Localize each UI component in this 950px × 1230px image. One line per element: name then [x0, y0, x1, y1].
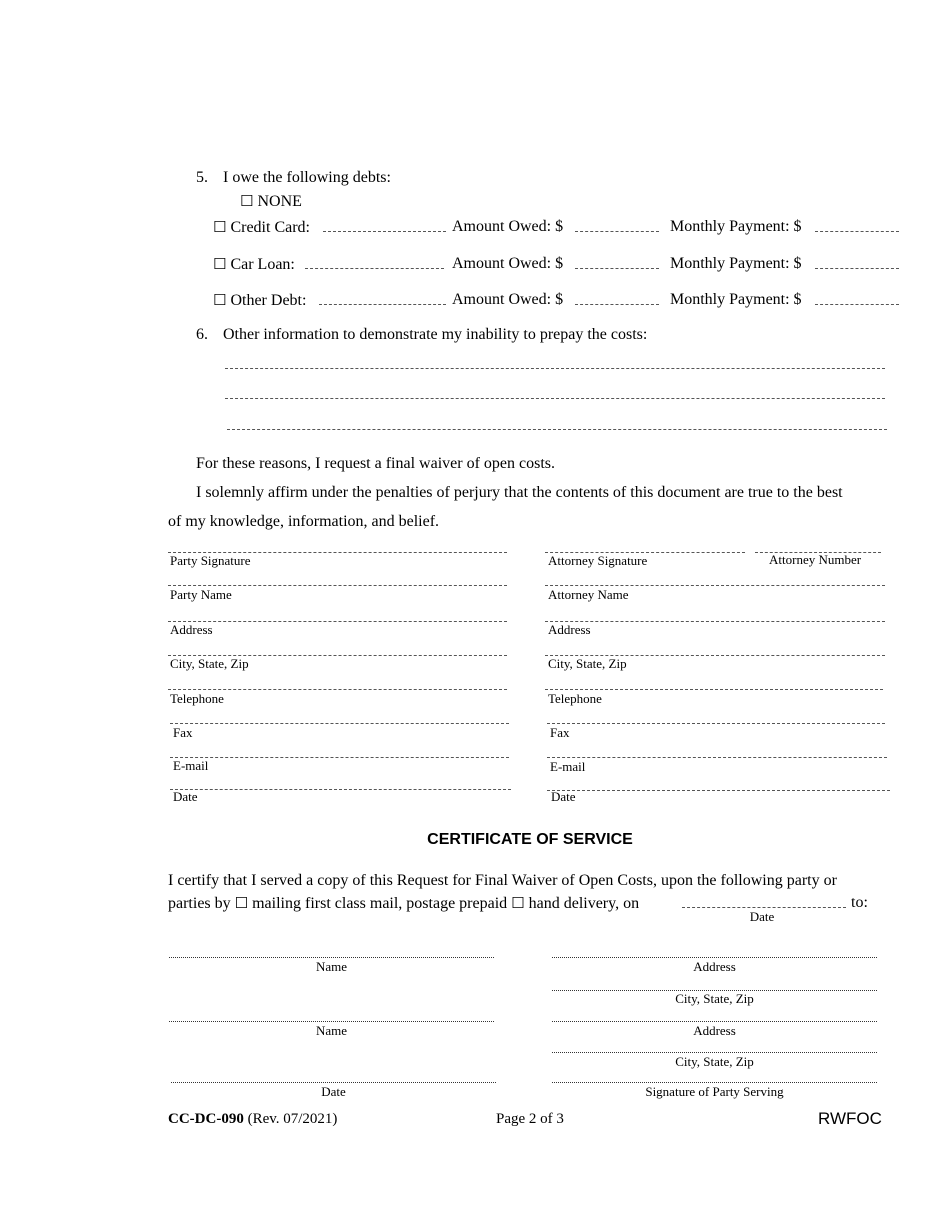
- car-loan-checkbox[interactable]: ☐: [213, 255, 227, 273]
- served-name-label-2: Name: [315, 1023, 348, 1038]
- attorney-fax-label: Fax: [550, 725, 570, 740]
- party-address-label: Address: [170, 622, 213, 637]
- party-name-line[interactable]: [168, 585, 507, 586]
- other-info-line-1[interactable]: [225, 368, 885, 369]
- footer-form-id: [168, 1111, 337, 1128]
- attorney-telephone-line[interactable]: [545, 689, 883, 690]
- served-date-line[interactable]: [171, 1082, 496, 1083]
- debt-row-other-debt: [213, 291, 306, 310]
- party-name-label: Party Name: [170, 587, 232, 602]
- attorney-fax-line[interactable]: [547, 723, 885, 724]
- car-loan-payment-field[interactable]: [815, 268, 899, 269]
- party-date-label: Date: [173, 789, 198, 804]
- service-date-field[interactable]: [682, 907, 846, 908]
- none-label: NONE: [257, 193, 302, 210]
- certificate-line-2: [168, 894, 639, 913]
- served-address-label-1: Address: [693, 959, 736, 974]
- service-date-label: Date: [749, 909, 775, 924]
- other-debt-checkbox[interactable]: ☐: [213, 291, 227, 309]
- other-debt-label: Other Debt:: [230, 292, 307, 309]
- served-name-label-1: Name: [315, 959, 348, 974]
- mail-option-label: mailing first class mail, postage prepaid: [252, 895, 508, 912]
- other-debt-amount-label: Amount Owed: $: [452, 291, 564, 308]
- item6-number: 6.: [196, 326, 208, 343]
- car-loan-field[interactable]: [305, 268, 444, 269]
- attorney-address-label: Address: [548, 622, 591, 637]
- served-date-label: Date: [321, 1084, 346, 1099]
- footer-form-code: CC-DC-090: [168, 1111, 244, 1127]
- served-city-label-2: City, State, Zip: [675, 1054, 754, 1069]
- footer-page-number: Page 2 of 3: [496, 1111, 564, 1127]
- party-telephone-line[interactable]: [168, 689, 507, 690]
- party-serving-signature-label: Signature of Party Serving: [645, 1084, 784, 1099]
- attorney-signature-label: Attorney Signature: [548, 553, 648, 568]
- certificate-to: to:: [851, 894, 868, 911]
- hand-delivery-label: hand delivery, on: [528, 895, 640, 912]
- credit-card-field[interactable]: [323, 231, 446, 232]
- affirm-line-2: of my knowledge, information, and belief.: [168, 513, 440, 530]
- party-fax-label: Fax: [173, 725, 193, 740]
- attorney-email-label: E-mail: [550, 759, 586, 774]
- served-address-label-2: Address: [693, 1023, 736, 1038]
- credit-card-amount-label: Amount Owed: $: [452, 218, 564, 235]
- attorney-email-line[interactable]: [547, 757, 887, 758]
- debt-row-credit-card: [213, 218, 310, 237]
- other-debt-amount-field[interactable]: [575, 304, 659, 305]
- debt-row-car-loan: [213, 255, 295, 274]
- item5-text: I owe the following debts:: [223, 169, 391, 186]
- served-city-label-1: City, State, Zip: [675, 991, 754, 1006]
- party-signature-label: Party Signature: [170, 553, 251, 568]
- attorney-address-line[interactable]: [545, 621, 885, 622]
- certificate-line-1: I certify that I served a copy of this Request for Final Waiver of Open Costs, upon the following party or: [168, 872, 837, 889]
- party-email-line[interactable]: [170, 757, 509, 758]
- served-name-line-1[interactable]: [169, 957, 494, 958]
- party-serving-signature-line[interactable]: [552, 1082, 877, 1083]
- attorney-date-label: Date: [551, 789, 576, 804]
- attorney-date-line[interactable]: [547, 790, 890, 791]
- party-address-line[interactable]: [168, 621, 507, 622]
- credit-card-payment-label: Monthly Payment: $: [670, 218, 802, 235]
- car-loan-label: Car Loan:: [230, 256, 295, 273]
- party-email-label: E-mail: [173, 758, 209, 773]
- credit-card-payment-field[interactable]: [815, 231, 899, 232]
- served-name-line-2[interactable]: [169, 1021, 494, 1022]
- hand-delivery-checkbox[interactable]: ☐: [511, 894, 525, 912]
- none-option: [240, 192, 302, 211]
- item5-number: 5.: [196, 169, 208, 186]
- other-info-line-2[interactable]: [225, 398, 885, 399]
- party-fax-line[interactable]: [170, 723, 509, 724]
- credit-card-checkbox[interactable]: ☐: [213, 218, 227, 236]
- attorney-telephone-label: Telephone: [548, 691, 602, 706]
- attorney-city-label: City, State, Zip: [548, 656, 627, 671]
- credit-card-label: Credit Card:: [230, 219, 310, 236]
- other-debt-payment-label: Monthly Payment: $: [670, 291, 802, 308]
- attorney-name-line[interactable]: [545, 585, 885, 586]
- served-city-line-2[interactable]: [552, 1052, 877, 1053]
- attorney-number-label: Attorney Number: [769, 552, 862, 567]
- car-loan-amount-field[interactable]: [575, 268, 659, 269]
- certificate-parties-by: parties by: [168, 895, 231, 912]
- affirm-line-1: I solemnly affirm under the penalties of perjury that the contents of this document are true to the best: [196, 484, 843, 501]
- reasons-text: For these reasons, I request a final waiver of open costs.: [196, 455, 555, 472]
- footer-form-abbrev: RWFOC: [818, 1109, 882, 1128]
- other-info-line-3[interactable]: [227, 429, 887, 430]
- footer-revision: (Rev. 07/2021): [247, 1111, 338, 1127]
- car-loan-amount-label: Amount Owed: $: [452, 255, 564, 272]
- party-city-label: City, State, Zip: [170, 656, 249, 671]
- other-debt-field[interactable]: [319, 304, 446, 305]
- credit-card-amount-field[interactable]: [575, 231, 659, 232]
- item6-text: Other information to demonstrate my inability to prepay the costs:: [223, 326, 648, 343]
- party-telephone-label: Telephone: [170, 691, 224, 706]
- other-debt-payment-field[interactable]: [815, 304, 899, 305]
- served-address-line-1[interactable]: [552, 957, 877, 958]
- attorney-name-label: Attorney Name: [548, 587, 629, 602]
- party-date-line[interactable]: [170, 789, 511, 790]
- served-address-line-2[interactable]: [552, 1021, 877, 1022]
- certificate-title: CERTIFICATE OF SERVICE: [427, 831, 633, 848]
- mail-checkbox[interactable]: ☐: [234, 894, 249, 912]
- none-checkbox[interactable]: ☐: [240, 192, 254, 210]
- car-loan-payment-label: Monthly Payment: $: [670, 255, 802, 272]
